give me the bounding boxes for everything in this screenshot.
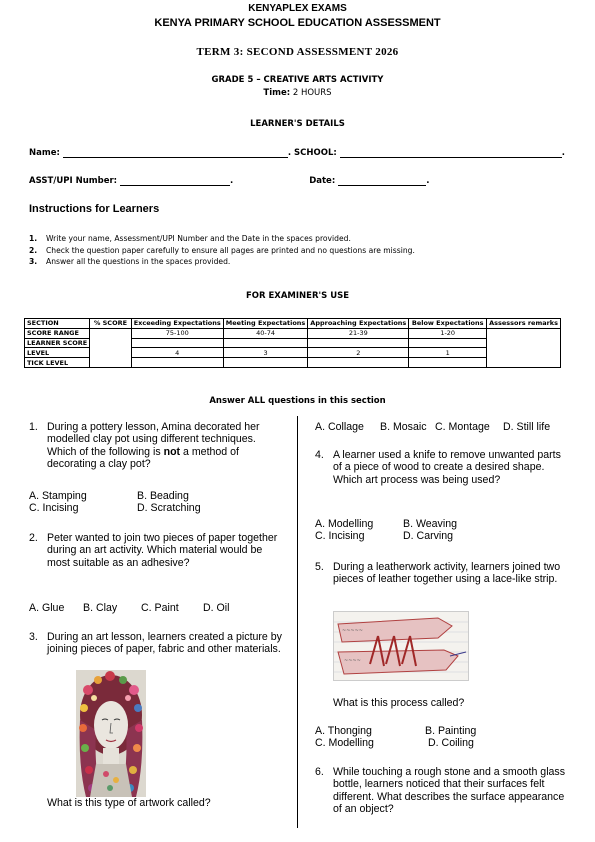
option[interactable]: C. Paint [141,602,179,614]
section-title: Answer ALL questions in this section [209,396,386,406]
learner-details-title: LEARNER'S DETAILS [250,119,345,129]
school-label: . SCHOOL: [287,148,337,158]
table-row: LEARNER SCORE [25,338,561,348]
school-field[interactable] [340,148,562,158]
q3-options [315,421,550,433]
time-label: Time: [263,88,291,98]
option[interactable]: A. Thonging [315,725,372,737]
table-row: SCORE RANGE 75-100 40-74 21-39 1-20 [25,328,561,338]
name-field[interactable] [63,148,288,158]
collage-portrait-image [76,670,146,797]
question-3: 3. During an art lesson, learners created a picture by joining pieces of paper, fabric and other materials. [29,631,282,656]
instructions-title: Instructions for Learners [29,203,160,215]
option[interactable]: A. Stamping [29,490,87,502]
term-title: TERM 3: SECOND ASSESSMENT 2026 [196,46,399,58]
name-school-row [29,148,565,158]
option[interactable]: A. Modelling [315,518,374,530]
upi-label: ASST/UPI Number: [29,176,118,186]
table-row: LEVEL 4 3 2 1 [25,348,561,358]
examiner-table [24,318,561,368]
q2-options [29,602,229,614]
instruction-item: 1. Write your name, Assessment/UPI Number and the Date in the spaces provided. [29,234,351,243]
remarks-cell[interactable] [487,328,561,367]
question-1: 1. During a pottery lesson, Amina decorated her modelled clay pot using different techniques. Which of the following is not a method of decorating a clay pot? [29,421,260,470]
score-cell[interactable] [90,328,132,367]
option[interactable]: C. Incising [29,502,79,515]
instructions-list [29,233,415,268]
instruction-item: 2. Check the question paper carefully to ensure all pages are printed and no questions are missing. [29,245,415,255]
org-title: KENYAPLEX EXAMS [248,3,347,14]
question-2: 2. Peter wanted to join two pieces of paper together during an art activity. Which material would be most suitable as an adhesive? [29,532,278,569]
option[interactable]: A. Glue [29,602,65,614]
option[interactable]: D. Oil [203,602,230,614]
question-6: 6. While touching a rough stone and a smooth glass bottle, learners noticed that their surfaces felt different. What describes the surface appearance of an object? [315,766,566,815]
leather-thonging-image [333,611,469,681]
option[interactable]: D. Scratching [137,502,201,515]
svg-text:~~~~~: ~~~~~ [342,628,363,634]
date-field[interactable] [338,176,426,186]
name-label: Name: [29,148,60,158]
table-header-row: SECTION % SCORE Exceeding Expectations Meeting Expectations Approaching Expectations Below Expectations Assessors remarks [25,319,561,329]
time-line [0,88,595,98]
school-terminator: . [561,148,565,158]
column-divider [297,416,298,828]
q4-options [315,518,457,543]
option[interactable]: B. Weaving [403,518,457,530]
option[interactable]: C. Montage [435,421,490,433]
assessment-title: KENYA PRIMARY SCHOOL EDUCATION ASSESSMENT [154,17,441,29]
examiner-title: FOR EXAMINER'S USE [245,291,350,301]
option[interactable]: C. Modelling [315,737,374,750]
option[interactable]: B. Painting [425,725,477,737]
subject-title: GRADE 5 – CREATIVE ARTS ACTIVITY [211,75,384,85]
time-value: 2 HOURS [292,88,332,98]
question-4: 4. A learner used a knife to remove unwanted parts of a piece of wood to create a desired shape. Which art process was being used? [315,449,561,486]
option[interactable]: D. Coiling [428,737,474,750]
option[interactable]: B. Clay [83,602,118,614]
upi-date-row [29,176,429,186]
upi-field[interactable] [120,176,230,186]
instruction-item: 3. Answer all the questions in the spaces provided. [29,257,231,266]
date-terminator: . [426,176,430,186]
q5-options [315,725,476,750]
question-5: 5. During a leatherwork activity, learners joined two pieces of leather together using a lace-like strip. [315,561,561,586]
option[interactable]: D. Carving [403,530,454,543]
q1-options [29,490,201,515]
option[interactable]: B. Mosaic [380,421,427,433]
q3-follow: What is this type of artwork called? [47,797,211,809]
table-row: TICK LEVEL [25,358,561,368]
upi-terminator: . [230,176,234,186]
option[interactable]: B. Beading [137,490,189,502]
option[interactable]: C. Incising [315,530,365,543]
q5-follow: What is this process called? [333,697,465,709]
option[interactable]: A. Collage [315,421,364,433]
date-label: Date: [309,176,336,186]
svg-text:~~~~: ~~~~ [344,658,361,664]
option[interactable]: D. Still life [503,421,551,433]
